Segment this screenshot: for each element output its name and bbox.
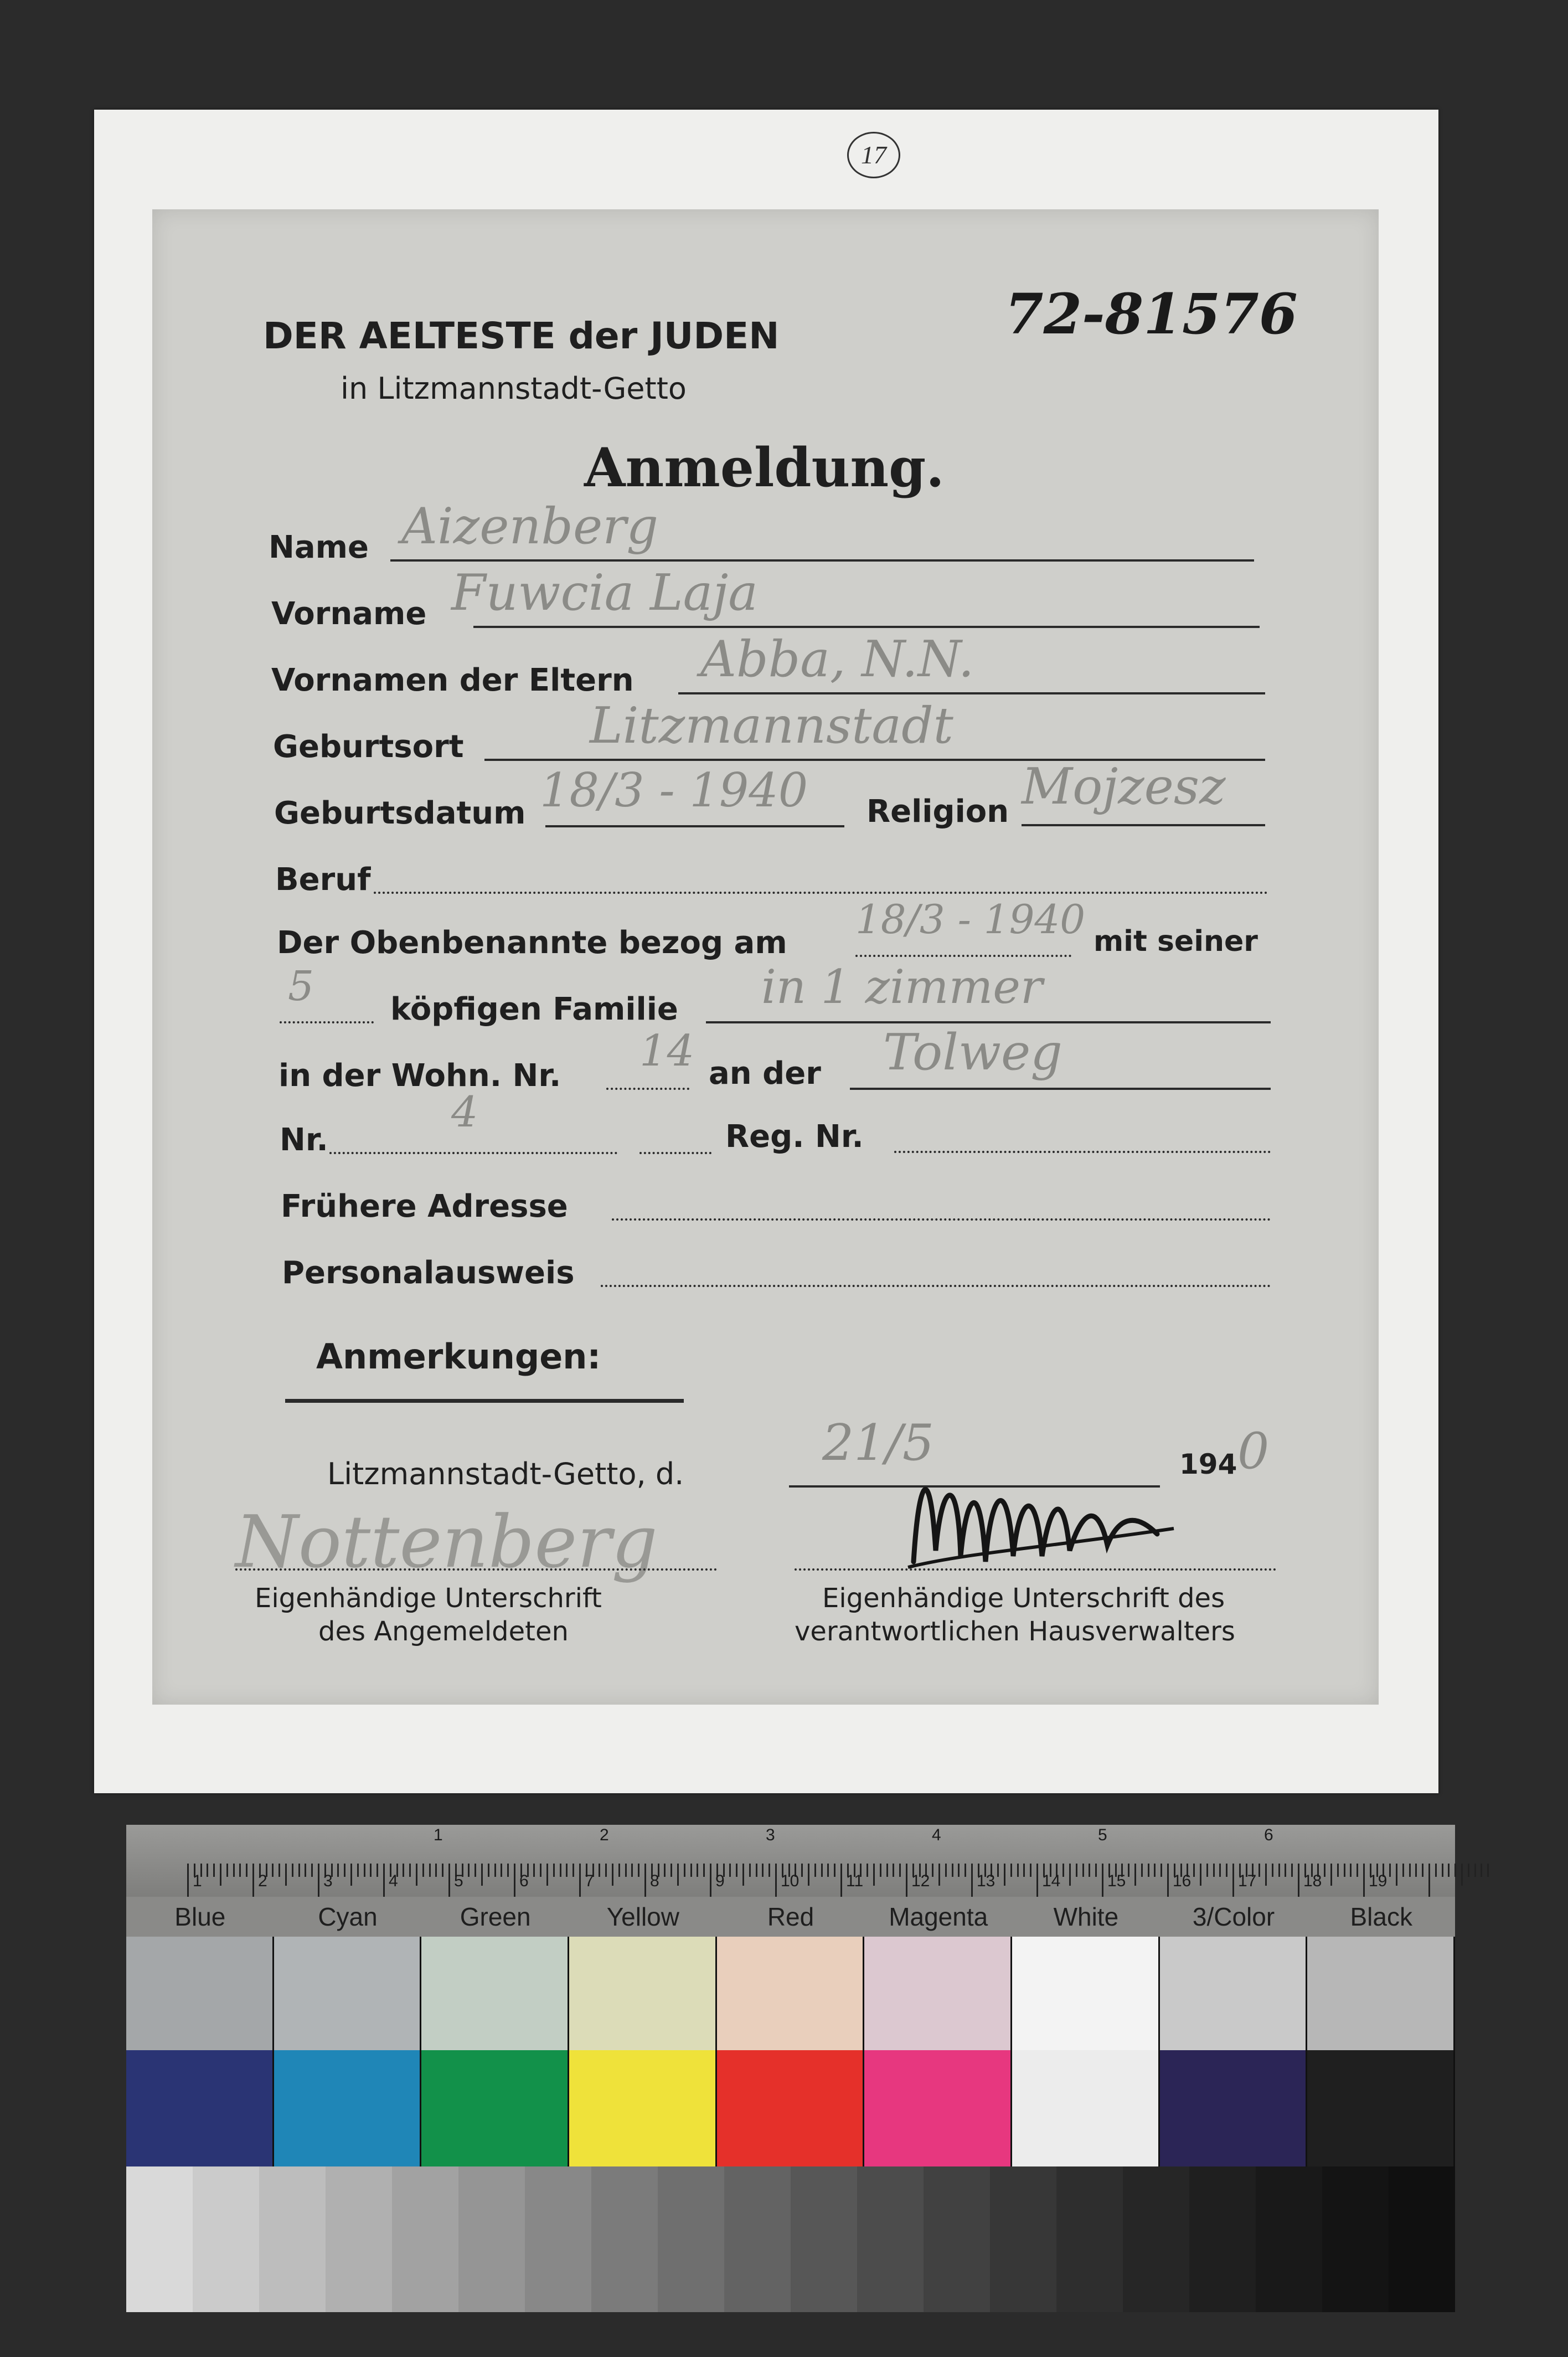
ruler-tick <box>1206 1864 1208 1877</box>
ruler-tick <box>474 1864 476 1877</box>
ruler-tick <box>644 1864 646 1897</box>
ruler-tick <box>305 1864 306 1877</box>
ruler-tick <box>1069 1864 1071 1886</box>
gray-step <box>392 2166 458 2312</box>
value-nr: 4 <box>451 1087 478 1136</box>
gray-step <box>193 2166 259 2312</box>
ruler-tick <box>1141 1864 1143 1877</box>
ruler-tick <box>252 1864 254 1897</box>
ruler-tick <box>1409 1864 1411 1877</box>
ruler-tick <box>239 1864 241 1877</box>
line-geburtsdatum <box>545 825 844 827</box>
value-eltern: Abba, N.N. <box>700 630 974 688</box>
ruler-tick <box>357 1864 359 1877</box>
solid-patch-row <box>126 2050 1455 2166</box>
tint-patch <box>1307 1937 1455 2050</box>
ruler-tick <box>945 1864 947 1877</box>
ruler-tick <box>801 1864 803 1877</box>
label-familie: köpfigen Familie <box>390 991 678 1027</box>
gray-step <box>658 2166 724 2312</box>
ruler-tick <box>1448 1864 1450 1877</box>
patch-name: Magenta <box>889 1902 988 1931</box>
ruler-cm-number: 1 <box>193 1872 202 1890</box>
ruler-tick <box>429 1864 431 1877</box>
line-name <box>390 559 1254 562</box>
value-name: Aizenberg <box>401 497 658 555</box>
ruler-tick <box>383 1864 385 1897</box>
label-vorname: Vorname <box>271 596 427 632</box>
ruler-tick <box>376 1864 378 1877</box>
ruler-tick <box>1154 1864 1156 1877</box>
ruler-tick <box>1134 1864 1136 1886</box>
line-manager-signature <box>795 1568 1276 1571</box>
line-religion <box>1022 824 1265 826</box>
ruler-cm-number: 18 <box>1303 1872 1322 1890</box>
line-wohn-nr <box>606 1088 689 1090</box>
ruler-tick <box>1076 1864 1077 1877</box>
ruler-inch-number: 6 <box>1264 1826 1273 1844</box>
ruler-tick <box>364 1864 365 1877</box>
solid-patch <box>126 2050 274 2166</box>
ruler-tick <box>834 1864 835 1877</box>
registration-card <box>152 209 1379 1705</box>
ruler-tick <box>775 1864 777 1897</box>
label-fruehere-adresse: Frühere Adresse <box>281 1188 568 1224</box>
ruler-tick <box>370 1864 372 1877</box>
ruler-inch-number: 1 <box>434 1826 443 1844</box>
ruler-tick <box>560 1864 561 1877</box>
ruler-tick <box>533 1864 535 1877</box>
gray-step <box>1322 2166 1389 2312</box>
ruler-tick <box>1435 1864 1437 1877</box>
issuer-line-2: in Litzmannstadt-Getto <box>341 371 687 406</box>
ruler-tick <box>880 1864 881 1877</box>
ruler-tick <box>1082 1864 1084 1877</box>
ruler-cm-number: 7 <box>585 1872 594 1890</box>
ruler-tick <box>964 1864 966 1877</box>
ruler-tick <box>1474 1864 1476 1877</box>
label-year: 194 <box>1179 1448 1237 1480</box>
label-sig-applicant-2: des Angemeldeten <box>318 1616 569 1647</box>
line-date <box>789 1485 1160 1488</box>
patch-name: White <box>1053 1902 1119 1931</box>
ruler-cm-number: 16 <box>1173 1872 1192 1890</box>
ruler-tick <box>422 1864 424 1877</box>
ruler-tick <box>1160 1864 1162 1877</box>
ruler-tick <box>1004 1864 1005 1886</box>
gray-step <box>924 2166 990 2312</box>
ruler-tick <box>1193 1864 1195 1877</box>
ruler-tick <box>827 1864 829 1877</box>
registration-number: 72-81576 <box>1005 281 1298 347</box>
ruler-tick <box>808 1864 809 1886</box>
ruler-tick <box>344 1864 345 1877</box>
ruler-tick <box>873 1864 875 1886</box>
ruler-cm-number: 2 <box>258 1872 267 1890</box>
value-year-digit: 0 <box>1237 1422 1270 1480</box>
ruler-tick <box>1415 1864 1417 1877</box>
ruler-tick <box>546 1864 548 1886</box>
ruler-tick <box>1095 1864 1097 1877</box>
ruler-tick <box>494 1864 496 1877</box>
ruler-cm-number: 17 <box>1238 1872 1257 1890</box>
patch-name: Yellow <box>606 1902 679 1931</box>
ruler-tick <box>207 1864 208 1877</box>
gray-scale-row <box>126 2166 1455 2312</box>
ruler-tick <box>553 1864 555 1877</box>
ruler-tick <box>278 1864 280 1877</box>
solid-patch <box>421 2050 569 2166</box>
ruler-tick <box>501 1864 502 1877</box>
line-eltern <box>678 692 1265 694</box>
ruler-tick <box>1422 1864 1423 1877</box>
patch-name: Red <box>767 1902 814 1931</box>
tint-patch <box>421 1937 569 2050</box>
label-name: Name <box>269 529 369 565</box>
ruler-tick <box>1324 1864 1325 1877</box>
patch-name: Green <box>460 1902 531 1931</box>
ruler-tick <box>403 1864 404 1877</box>
ruler-tick <box>1128 1864 1129 1877</box>
tint-patch <box>717 1937 865 2050</box>
label-eltern: Vornamen der Eltern <box>271 662 634 698</box>
gray-step <box>791 2166 857 2312</box>
color-control-target <box>126 1825 1455 2312</box>
ruler-cm-number: 5 <box>454 1872 463 1890</box>
label-anmerkungen: Anmerkungen: <box>316 1336 601 1377</box>
line-vorname <box>473 626 1260 628</box>
ruler-tick <box>749 1864 751 1877</box>
ruler-tick <box>906 1864 907 1897</box>
ruler-tick <box>1226 1864 1227 1877</box>
ruler-cm-number: 14 <box>1042 1872 1061 1890</box>
ruler-tick <box>1461 1864 1463 1886</box>
ruler-tick <box>1428 1864 1430 1897</box>
ruler-cm-number: 4 <box>389 1872 398 1890</box>
solid-patch <box>569 2050 717 2166</box>
ruler-tick <box>631 1864 633 1877</box>
ruler-tick <box>677 1864 679 1886</box>
label-reg-nr: Reg. Nr. <box>725 1119 864 1155</box>
value-geburtsort: Litzmannstadt <box>590 697 953 755</box>
tint-patch <box>1160 1937 1308 2050</box>
label-wohn: in der Wohn. Nr. <box>278 1058 561 1094</box>
gray-step <box>1189 2166 1256 2312</box>
patch-name: Black <box>1350 1902 1412 1931</box>
ruler-tick <box>697 1864 698 1877</box>
ruler-tick <box>742 1864 744 1886</box>
ruler-tick <box>1468 1864 1469 1877</box>
ruler-tick <box>1062 1864 1064 1877</box>
ruler-tick <box>337 1864 339 1877</box>
ruler-tick <box>1089 1864 1090 1877</box>
ruler-tick <box>1278 1864 1280 1877</box>
ruler-tick <box>1148 1864 1149 1877</box>
ruler-tick <box>899 1864 901 1877</box>
ruler-tick <box>840 1864 842 1897</box>
ruler-tick <box>416 1864 417 1886</box>
ruler-tick <box>625 1864 627 1877</box>
ruler-tick <box>350 1864 352 1886</box>
ruler-cm-number: 3 <box>323 1872 333 1890</box>
ruler-cm-number: 9 <box>715 1872 725 1890</box>
gray-step <box>259 2166 326 2312</box>
ruler-tick <box>638 1864 639 1877</box>
solid-patch <box>717 2050 865 2166</box>
label-sig-applicant-1: Eigenhändige Unterschrift <box>255 1583 602 1614</box>
ruler-tick <box>1023 1864 1025 1877</box>
ruler-cm-number: 13 <box>977 1872 996 1890</box>
ruler-tick <box>971 1864 973 1897</box>
value-vorname: Fuwcia Laja <box>451 564 758 622</box>
ruler-tick <box>612 1864 613 1886</box>
ruler-tick <box>1213 1864 1215 1877</box>
ruler-tick <box>1487 1864 1489 1877</box>
label-nr: Nr. <box>280 1122 328 1158</box>
ruler-tick <box>507 1864 509 1877</box>
ruler-tick <box>566 1864 568 1877</box>
gray-step <box>990 2166 1056 2312</box>
ruler-tick <box>762 1864 764 1877</box>
ruler-tick <box>756 1864 757 1877</box>
ruler-tick <box>409 1864 411 1877</box>
line-fruehere-adresse <box>612 1218 1271 1221</box>
ruler-tick <box>233 1864 235 1877</box>
ruler-cm-number: 15 <box>1107 1872 1126 1890</box>
ruler-cm-number: 10 <box>781 1872 800 1890</box>
gray-step <box>1389 2166 1455 2312</box>
label-sig-manager-1: Eigenhändige Unterschrift des <box>822 1583 1225 1614</box>
label-an-der: an der <box>709 1056 821 1092</box>
issuer-line-1: DER AELTESTE der JUDEN <box>263 315 780 357</box>
ruler-tick <box>1396 1864 1397 1886</box>
tint-patch <box>274 1937 422 2050</box>
ruler-tick <box>298 1864 300 1877</box>
label-bezog: Der Obenbenannte bezog am <box>277 925 787 961</box>
line-applicant-signature <box>235 1568 717 1571</box>
ruler-tick <box>311 1864 313 1877</box>
ruler-tick <box>1232 1864 1234 1897</box>
ruler-tick <box>285 1864 287 1886</box>
line-family-size <box>280 1021 374 1023</box>
ruler-tick <box>1258 1864 1260 1877</box>
gray-step <box>326 2166 392 2312</box>
ruler-tick <box>488 1864 489 1877</box>
ruler-cm-number: 6 <box>519 1872 529 1890</box>
ruler-cm-number: 19 <box>1369 1872 1388 1890</box>
label-beruf: Beruf <box>275 862 371 898</box>
value-day-month: 21/5 <box>822 1414 935 1472</box>
ruler-tick <box>710 1864 711 1897</box>
tint-patch <box>1012 1937 1160 2050</box>
label-religion: Religion <box>866 794 1009 830</box>
ruler-tick <box>1036 1864 1038 1897</box>
ruler-inch-number: 5 <box>1098 1826 1107 1844</box>
ruler-inch-number: 4 <box>932 1826 941 1844</box>
ruler-tick <box>1272 1864 1273 1877</box>
ruler-tick <box>1481 1864 1482 1877</box>
ruler-tick <box>958 1864 960 1877</box>
tint-patch <box>864 1937 1012 2050</box>
ruler-tick <box>1200 1864 1201 1886</box>
ruler-tick <box>690 1864 692 1877</box>
ruler-tick <box>481 1864 483 1886</box>
ruler-tick <box>292 1864 293 1877</box>
ruler-tick <box>768 1864 770 1877</box>
folio-number: 17 <box>847 132 900 178</box>
ruler-tick <box>246 1864 247 1877</box>
gray-step <box>126 2166 193 2312</box>
ruler-tick <box>938 1864 940 1886</box>
ruler-tick <box>213 1864 215 1877</box>
ruler-tick <box>468 1864 470 1877</box>
ruler-tick <box>729 1864 731 1877</box>
value-geburtsdatum: 18/3 - 1940 <box>540 763 808 817</box>
ruler-tick <box>540 1864 541 1877</box>
tint-patch <box>569 1937 717 2050</box>
ruler-tick <box>1285 1864 1286 1877</box>
ruler-tick <box>442 1864 443 1877</box>
line-beruf <box>374 892 1268 894</box>
ruler-tick <box>1265 1864 1267 1886</box>
value-family-size: 5 <box>288 963 314 1010</box>
ruler-tick <box>952 1864 953 1877</box>
ruler-tick <box>1291 1864 1293 1877</box>
ruler-tick <box>1356 1864 1358 1877</box>
ruler-cm-number: 8 <box>650 1872 659 1890</box>
label-place-date: Litzmannstadt-Getto, d. <box>327 1457 684 1491</box>
ruler-tick <box>814 1864 816 1877</box>
ruler-tick <box>664 1864 666 1877</box>
gray-step <box>857 2166 924 2312</box>
tint-patch <box>126 1937 274 2050</box>
ruler-tick <box>1330 1864 1332 1886</box>
ruler-tick <box>670 1864 672 1877</box>
label-personalausweis: Personalausweis <box>282 1255 575 1291</box>
ruler-tick <box>318 1864 319 1897</box>
patch-name: 3/Color <box>1192 1902 1275 1931</box>
ruler-tick <box>272 1864 274 1877</box>
ruler-tick <box>1350 1864 1352 1877</box>
ruler-tick <box>1337 1864 1339 1877</box>
ruler-tick <box>1402 1864 1404 1877</box>
patch-names-row <box>126 1897 1455 1937</box>
ruler-tick <box>684 1864 685 1877</box>
line-nr-2 <box>639 1152 711 1154</box>
line-nr <box>329 1152 617 1154</box>
value-street: Tolweg <box>883 1023 1062 1082</box>
ruler-tick <box>599 1864 600 1877</box>
ruler-tick <box>932 1864 933 1877</box>
solid-patch <box>1307 2050 1455 2166</box>
value-wohn-nr: 14 <box>639 1026 695 1076</box>
ruler-tick <box>1442 1864 1443 1877</box>
gray-step <box>525 2166 591 2312</box>
ruler-cm-number: 12 <box>911 1872 930 1890</box>
ruler-tick <box>1030 1864 1031 1877</box>
line-reg-nr <box>894 1151 1271 1153</box>
solid-patch <box>1012 2050 1160 2166</box>
label-bezog-suffix: mit seiner <box>1094 925 1258 958</box>
gray-step <box>1123 2166 1189 2312</box>
ruler <box>126 1825 1455 1897</box>
ruler-cm-number: 11 <box>846 1872 864 1890</box>
gray-step <box>724 2166 791 2312</box>
ruler-tick <box>1102 1864 1103 1897</box>
ruler-tick <box>1344 1864 1345 1877</box>
patch-name: Cyan <box>318 1902 378 1931</box>
ruler-tick <box>226 1864 228 1877</box>
patch-name: Blue <box>174 1902 226 1931</box>
solid-patch <box>1160 2050 1308 2166</box>
gray-step <box>458 2166 525 2312</box>
ruler-tick <box>1167 1864 1169 1897</box>
line-street <box>850 1088 1271 1090</box>
ruler-tick <box>997 1864 999 1877</box>
ruler-tick <box>220 1864 221 1886</box>
solid-patch <box>864 2050 1012 2166</box>
applicant-signature: Nottenberg <box>235 1500 658 1584</box>
ruler-tick <box>866 1864 868 1877</box>
ruler-inch-number: 3 <box>766 1826 775 1844</box>
ruler-tick <box>1298 1864 1299 1897</box>
ruler-tick <box>618 1864 620 1877</box>
form-title: Anmeldung. <box>584 436 945 499</box>
label-geburtsort: Geburtsort <box>273 729 464 765</box>
ruler-tick <box>187 1864 189 1897</box>
gray-step <box>1056 2166 1123 2312</box>
ruler-tick <box>821 1864 823 1877</box>
ruler-tick <box>893 1864 894 1877</box>
ruler-tick <box>1017 1864 1019 1877</box>
gray-step <box>1256 2166 1322 2312</box>
ruler-tick <box>886 1864 888 1877</box>
ruler-tick <box>1389 1864 1391 1877</box>
gray-step <box>591 2166 658 2312</box>
value-religion: Mojzesz <box>1022 758 1226 816</box>
label-geburtsdatum: Geburtsdatum <box>274 795 526 831</box>
ruler-inch-number: 2 <box>600 1826 609 1844</box>
ruler-tick <box>1219 1864 1221 1877</box>
ruler-tick <box>736 1864 737 1877</box>
ruler-tick <box>579 1864 581 1897</box>
line-personalausweis <box>601 1285 1271 1287</box>
anmerkungen-underline <box>285 1399 684 1403</box>
ruler-tick <box>703 1864 705 1877</box>
value-bezog-date: 18/3 - 1940 <box>855 896 1086 943</box>
tint-patch-row <box>126 1937 1455 2050</box>
ruler-tick <box>435 1864 437 1877</box>
solid-patch <box>274 2050 422 2166</box>
ruler-tick <box>572 1864 574 1877</box>
ruler-tick <box>1454 1864 1456 1877</box>
line-bezog <box>855 955 1071 957</box>
ruler-tick <box>448 1864 450 1897</box>
ruler-tick <box>1363 1864 1365 1897</box>
label-sig-manager-2: verantwortlichen Hausverwalters <box>795 1616 1235 1647</box>
ruler-tick <box>514 1864 515 1897</box>
ruler-tick <box>605 1864 607 1877</box>
value-familie-extra: in 1 zimmer <box>761 960 1043 1014</box>
ruler-tick <box>1010 1864 1012 1877</box>
